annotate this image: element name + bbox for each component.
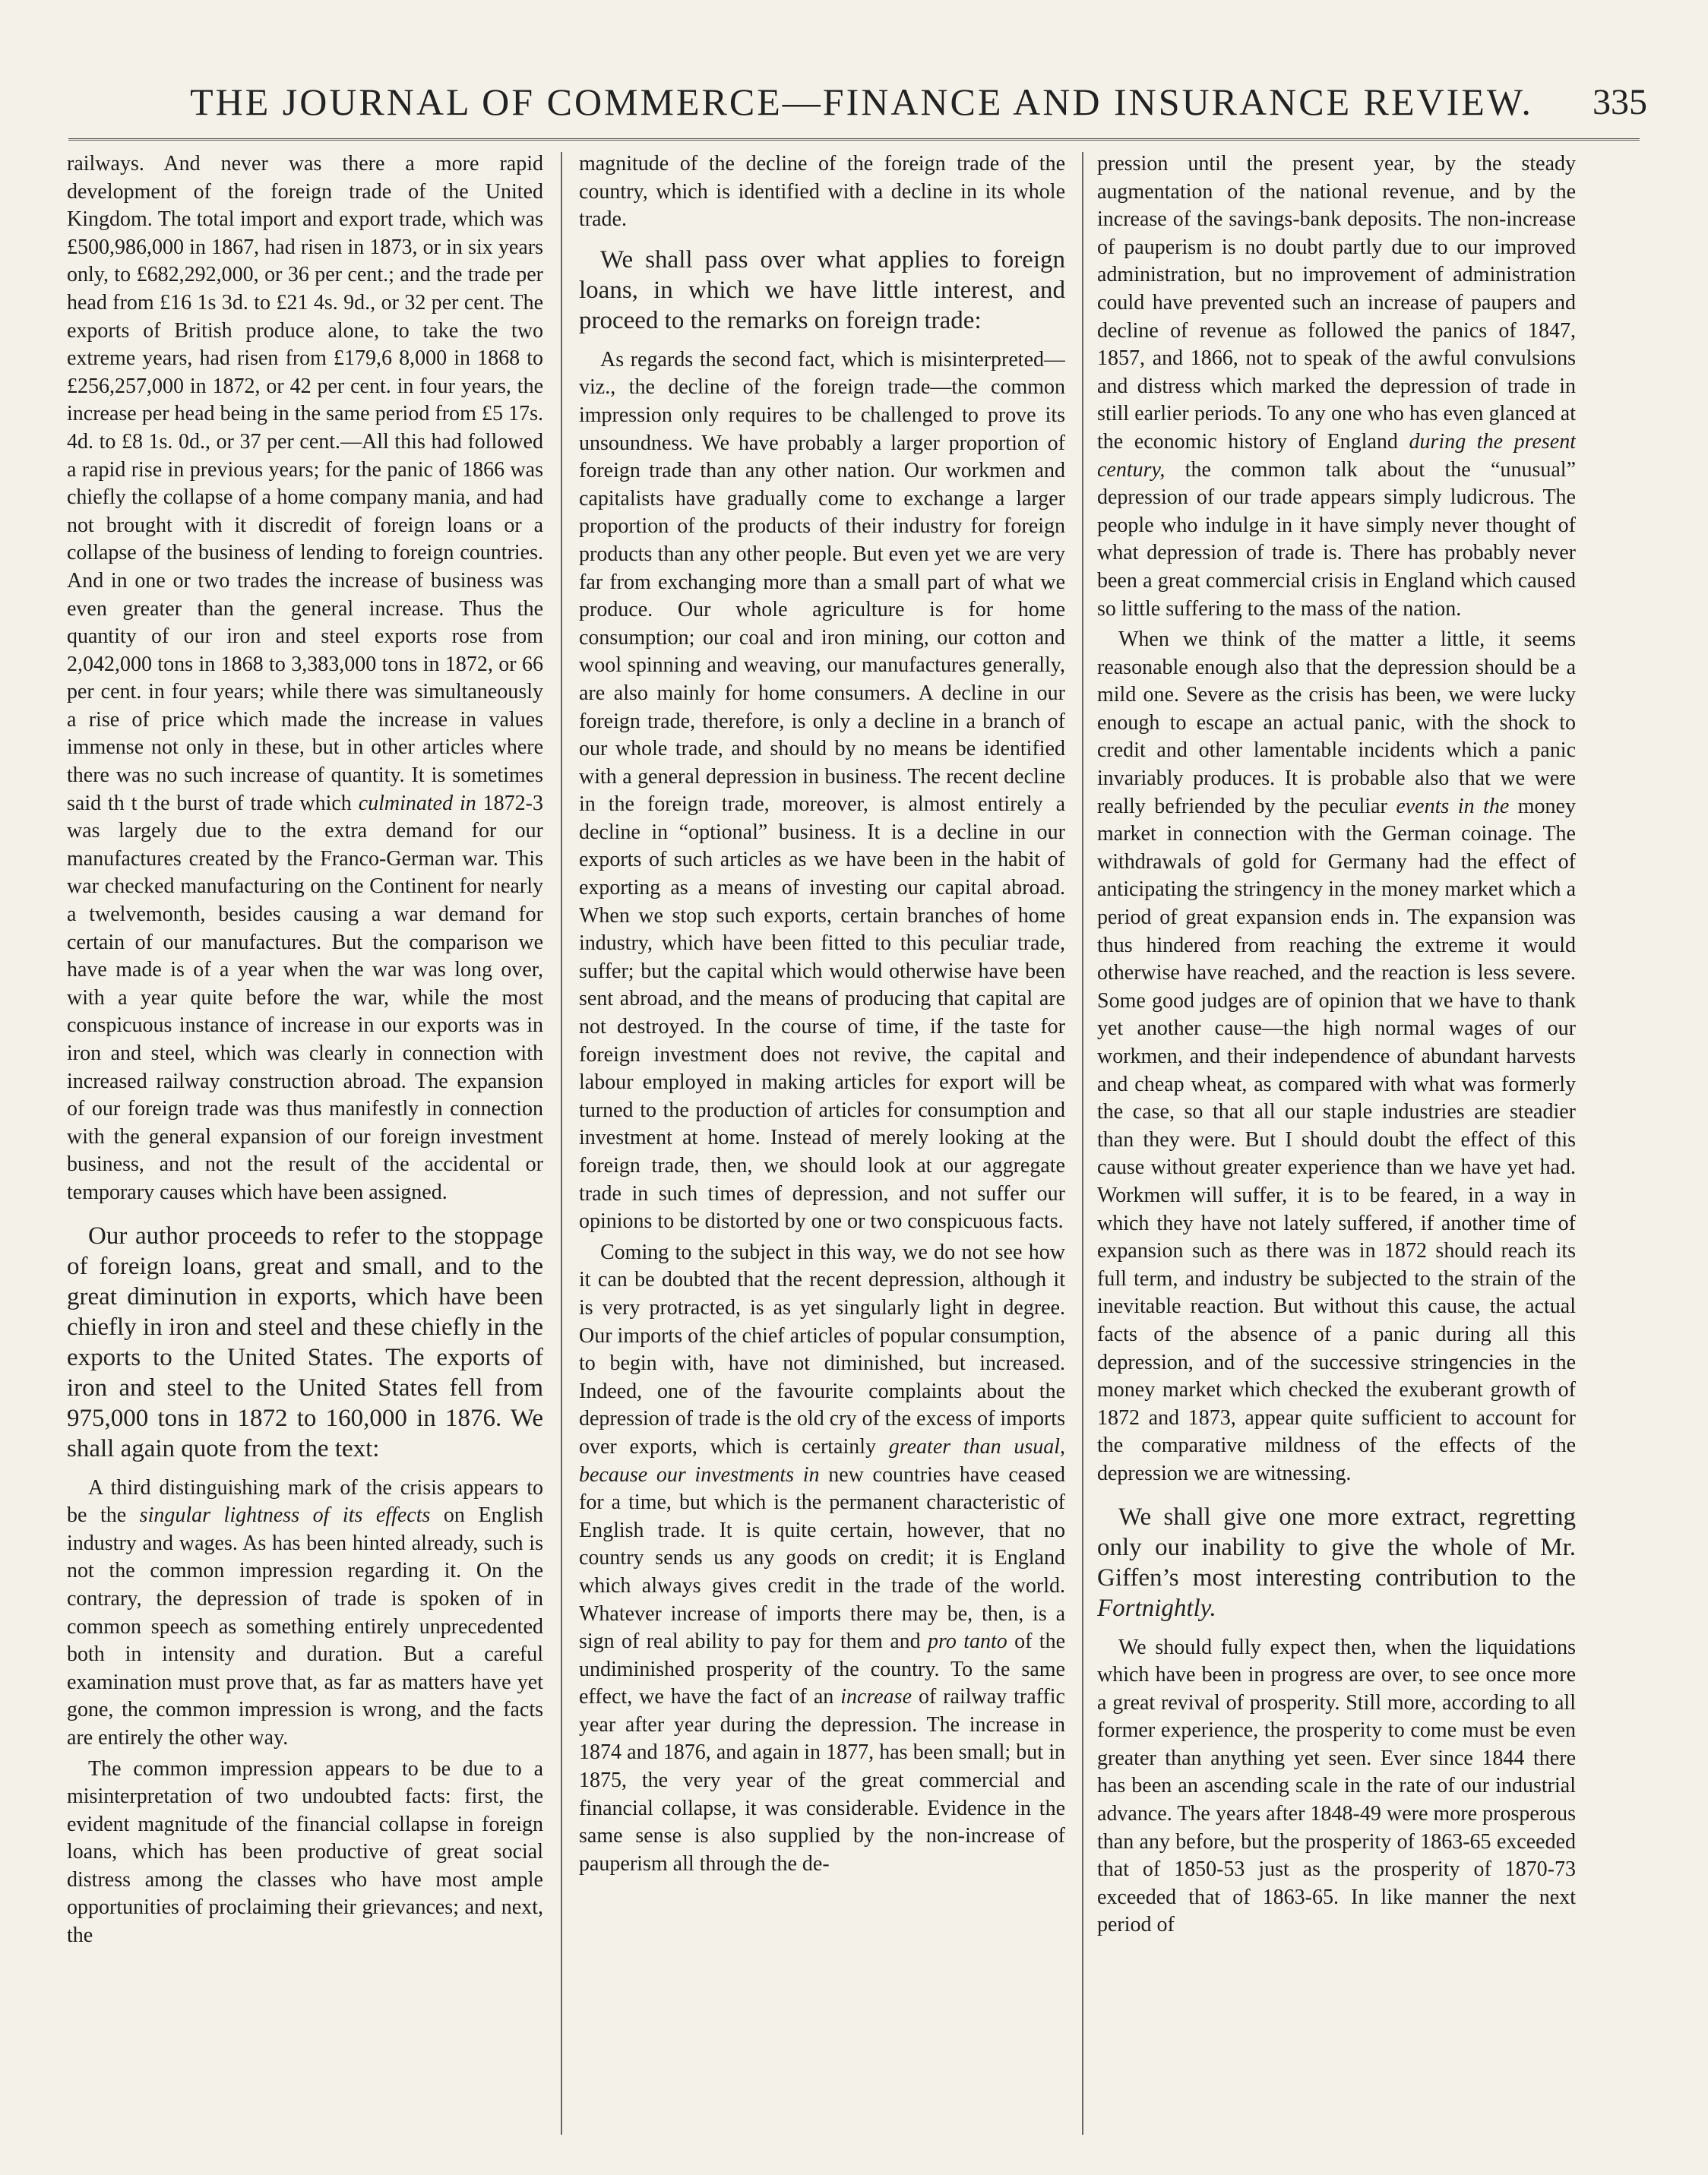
quoted-paragraph: We should fully expect then, when the liquidations which have been in progress are over, to see once more a great revival of prosperity. Still more, according to all former experience, the prosperity to come must be even greater than anything yet seen. Ever since 1844 there has been an ascending scale in the rate of our industrial advance. The years after 1848-49 were more prosperous than any before, but the prosperity of 1863-65 exceeded that of 1850-53 just as the prosperity of 1870-73 exceeded that of 1863-65. In like manner the next period of [1097,1635,1576,1937]
quoted-paragraph: As regards the second fact, which is misinterpreted—viz., the decline of the foreign trade—the common impression only requires to be challenged to prove its unsoundness. We have probably a larger proportion of foreign trade than any other nation. Our workmen and capitalists have gradually come to exchange a larger proportion of the products of their industry for foreign products than any other people. But even yet we are very far from exchanging more than a small part of what we produce. Our whole agriculture is for home consumption; our coal and iron mining, our cotton and wool spinning and weaving, our manufactures generally, are also mainly for home consumers. A decline in our foreign trade, therefore, is only a decline in a branch of our whole trade, and should by no means be identified with a general depression in business. The recent decline in the foreign trade, moreover, is almost entirely a decline in “optional” business. It is a decline in our exports of such articles as we have been in the habit of exporting as a means of investing our capital abroad. When we stop such exports, certain branches of home industry, which have been fitted to this peculiar trade, suffer; but the capital which would otherwise have been sent abroad, and the means of producing that capital are not destroyed. In the course of time, if the taste for foreign investment does not revive, the capital and labour employed in making articles for export will be turned to the production of articles for consumption and investment at home. Instead of merely looking at the foreign trade, then, we should look at our aggregate trade in such times of depression, and not suffer our opinions to be distorted by one or two conspicuous facts. [579,347,1065,1234]
column-1 [67,150,543,2126]
column-divider [1082,152,1083,2135]
quoted-paragraph: railways. And never was there a more rapid development of the foreign trade of the United Kingdom. The total import and export trade, which was £500,986,000 in 1867, had risen in 1873, or in six years only, to £682,292,000, or 36 per cent.; and the trade per head from £16 1s 3d. to £21 4s. 9d., or 32 per cent. The exports of British produce alone, to take the two extreme years, had risen from £179,6 8,000 in 1868 to £256,257,000 in 1872, or 42 per cent. in four years, the increase per head being in the same period from £5 17s. 4d. to £8 1s. 0d., or 37 per cent.—All this had followed a rapid rise in previous years; for the panic of 1866 was chiefly the collapse of a home company mania, and had not brought with it discredit of foreign loans or a collapse of the business of lending to foreign countries. And in one or two trades the increase of business was even greater than the general increase. Thus the quantity of our iron and steel exports rose from 2,042,000 tons in 1868 to 3,383,000 tons in 1872, or 66 per cent. in four years; while there was simultaneously a rise of price which made the increase in values immense not only in these, but in other articles where there was no such increase of quantity. It is sometimes said th t the burst of trade which culminated in 1872-3 was largely due to the extra demand for our manufactures created by the Franco-German war. This war checked manufacturing on the Continent for nearly a twelvemonth, besides causing a war demand for certain of our manufactures. But the comparison we have made is of a year when the war was long over, with a year quite before the war, while the most conspicuous instance of increase in our exports was in iron and steel, which was clearly in connection with increased railway construction abroad. The expansion of our foreign trade was thus manifestly in connection with the general expansion of our foreign investment business, and not the result of the accidental or temporary causes which have been assigned. [67,152,543,1204]
editorial-paragraph: Our author proceeds to refer to the stoppage of foreign loans, great and small, and to the great diminution in exports, which have been chiefly in iron and steel and these chiefly in the exports to the United States. The exports of iron and steel to the United States fell from 975,000 tons in 1872 to 160,000 in 1876. We shall again quote from the text: [67,1222,543,1462]
quoted-paragraph: The common impression appears to be due to a misinterpretation of two undoubted facts: first, the evident magnitude of the financial collapse in foreign loans, which has been productive of great social distress among the classes who have most ample opportunities of proclaiming their grievances; and next, the [67,1756,543,1948]
header-rule [68,138,1640,141]
page-number: 335 [1593,82,1647,122]
quoted-paragraph: pression until the present year, by the steady augmentation of the national revenue, and by the increase of the savings-bank deposits. The non-increase of pauperism is no doubt partly due to our improved administration, but no improvement of administration could have prevented such an increase of paupers and decline of revenue as followed the panics of 1847, 1857, and 1866, not to speak of the awful convulsions and distress which marked the depression of trade in still earlier periods. To any one who has even glanced at the economic history of England during the present century, the common talk about the “unusual” depression of our trade appears simply ludicrous. The people who indulge in it have simply never thought of what depression of trade is. There has probably never been a great commercial crisis in England which caused so little suffering to the mass of the nation. [1097,152,1576,621]
journal-title: THE JOURNAL OF COMMERCE—FINANCE AND INSURANCE REVIEW. [190,81,1533,123]
quoted-paragraph: Coming to the subject in this way, we do not see how it can be doubted that the recent depression, although it is very protracted, is as yet singularly light in degree. Our imports of the chief articles of popular consumption, to begin with, have not diminished, but increased. Indeed, one of the favourite complaints about the depression of trade is the old cry of the excess of imports over exports, which is certainly greater than usual, because our investments in new countries have ceased for a time, but which is the permanent characteristic of English trade. It is quite certain, however, that no country sends us any goods on credit; it is England which always gives credit in the trade of the world. Whatever increase of imports there may be, then, is a sign of real ability to pay for them and pro tanto of the undiminished prosperity of the country. To the same effect, we have the fact of an increase of railway traffic year after year during the depression. The increase in 1874 and 1876, and again in 1877, has been small; but in 1875, the very year of the great commercial and financial collapse, it was considerable. Evidence in the same sense is also supplied by the non-increase of pauperism all through the de- [579,1240,1065,1876]
quoted-paragraph: A third distinguishing mark of the crisis appears to be the singular lightness of its effects on English industry and wages. As has been hinted already, such is not the common impression regarding it. On the contrary, the depression of trade is spoken of in common speech as something entirely unprecedented both in intensity and duration. But a careful examination must prove that, as far as matters have yet gone, the common impression is wrong, and the facts are entirely the other way. [67,1475,543,1750]
page-header [61,80,1662,141]
column-3 [1097,150,1576,2126]
column-divider [561,152,562,2135]
editorial-paragraph: We shall pass over what applies to foreign loans, in which we have little interest, and proceed to the remarks on foreign trade: [579,245,1065,334]
quoted-paragraph: When we think of the matter a little, it seems reasonable enough also that the depression should be a mild one. Severe as the crisis has been, we were lucky enough to escape an actual panic, with the shock to credit and other lamentable incidents which a panic invariably produces. It is probable also that we were really befriended by the peculiar events in the money market in connection with the German coinage. The withdrawals of gold for Germany had the effect of anticipating the stringency in the money market which a period of great expansion ends in. The expansion was thus hindered from reaching the extreme it would otherwise have reached, and the reaction is less severe. Some good judges are of opinion that we have to thank yet another cause—the high normal wages of our workmen, and their independence of abundant harvests and cheap wheat, as compared with what was formerly the case, so that all our staple industries are steadier than they were. But I should doubt the effect of this cause without greater experience than we have yet had. Workmen will suffer, it is to be feared, in a way in which they have not lately suffered, if another time of expansion such as there was in 1872 should reach its full term, and industry be subjected to the strain of the inevitable reaction. But without this cause, the actual facts of the absence of a panic during all this depression, and of the successive stringencies in the money market which checked the exuberant growth of 1872 and 1873, appear quite sufficient to account for the comparative mildness of the effects of the depression we are witnessing. [1097,628,1576,1485]
column-2 [579,150,1065,2126]
quoted-paragraph: magnitude of the decline of the foreign trade of the country, which is identified with a decline in its whole trade. [579,152,1065,232]
editorial-paragraph: We shall give one more extract, regretting only our inability to give the whole of Mr. Giffen’s most interesting contribution to the Fortnightly. [1097,1503,1576,1622]
